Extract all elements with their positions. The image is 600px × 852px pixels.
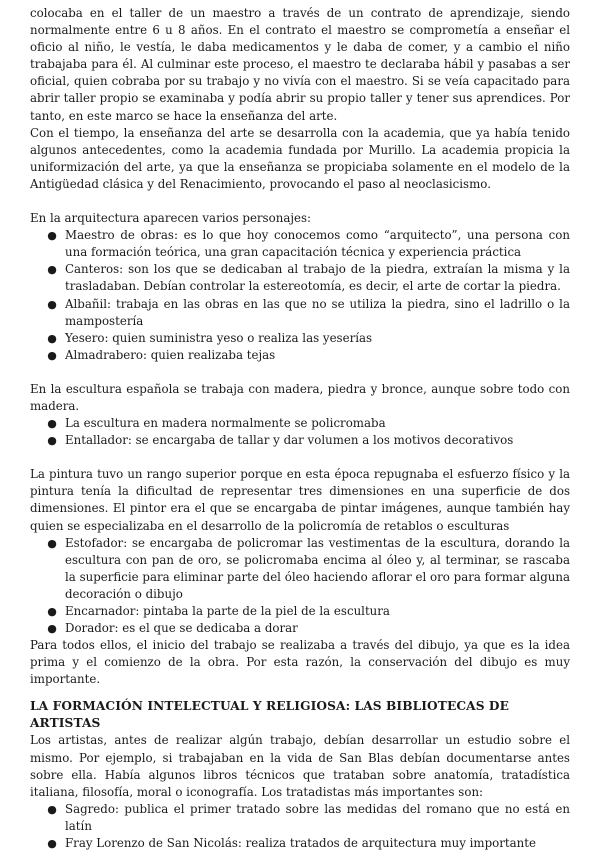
arquitectura-list [30,227,570,364]
spacer [30,449,570,466]
intro-paragraph-apprenticeship: colocaba en el taller de un maestro a través de un contrato de aprendizaje, siendo normalmente entre 6 u 8 años. En el contrato el maestro se comprometía a enseñar el oficio al niño, le vestía, le daba medicamentos y le daba de comer, y a cambio el niño trabajaba para él. Al culminar este proceso, el maestro te declaraba hábil y pasabas a ser oficial, quien cobraba por su trabajo y no vivía con el maestro. Si se veía capacitado para abrir taller propio se examinaba y podía abrir su propio taller y tener sus aprendices. Por tanto, en este marco se hace la enseñanza del arte. [30,6,570,123]
spacer [30,193,570,210]
bullet-icon: ● [47,802,57,816]
list-item: ● Yesero: quien suministra yeso o realiza las yeserías [30,330,570,347]
list-item: ● Fray Lorenzo de San Nicolás: realiza tratados de arquitectura muy importante [30,835,570,852]
list-item: ● Canteros: son los que se dedicaban al trabajo de la piedra, extraían la misma y la trasladaban. Debían controlar la estereotomía, es decir, el arte de cortar la piedra. [47,262,570,294]
list-item: ● La escultura en madera normalmente se policromaba [30,415,570,432]
formacion-list [30,801,570,852]
escultura-intro: En la escultura española se trabaja con madera, piedra y bronce, aunque sobre todo con madera. [30,381,570,413]
section-heading-formacion: LA FORMACIÓN INTELECTUAL Y RELIGIOSA: LAS BIBLIOTECAS DE ARTISTAS [30,699,509,731]
bullet-icon: ● [47,229,57,243]
bullet-icon: ● [47,434,57,448]
bullet-icon: ● [47,263,57,277]
list-item: ● Almadrabero: quien realizaba tejas [30,347,570,364]
formacion-intro: Los artistas, antes de realizar algún trabajo, debían desarrollar un estudio sobre el mismo. Por ejemplo, si trabajaban en la vida de San Blas debían documentarse antes sobre ella. Había algunos libros técnicos que trataban sobre anatomía, tratadística italiana, filosofía, moral o iconografía. Los tratadistas más importantes son: [30,733,570,799]
list-item: ● Maestro de obras: es lo que hoy conocemos como “arquitecto”, una persona con una formación teórica, una gran capacitación técnica y experiencia práctica [47,228,570,260]
arquitectura-intro: En la arquitectura aparecen varios personajes: [30,211,312,226]
bullet-icon: ● [47,331,57,345]
pintura-list [30,535,570,638]
bullet-icon: ● [47,536,57,550]
list-item: ● Entallador: se encargaba de tallar y dar volumen a los motivos decorativos [30,432,570,449]
pintura-intro: La pintura tuvo un rango superior porque en esta época repugnaba el esfuerzo físico y la pintura tenía la dificultad de representar tres dimensiones en una superficie de dos dimensiones. El pintor era el que se encargaba de pintar imágenes, aunque también hay quien se especializaba en el desarrollo de la policromía de retablos o esculturas [30,467,570,533]
bullet-icon: ● [47,348,57,362]
list-item: ● Sagredo: publica el primer tratado sobre las medidas del romano que no está en latín [47,801,570,833]
list-item: ● Estofador: se encargaba de policromar las vestimentas de la escultura, dorando la escultura con pan de oro, se policromaba encima al óleo y, al terminar, se rascaba la superficie para eliminar parte del óleo haciendo aflorar el oro para formar alguna decoración o dibujo [47,535,570,601]
list-item: ● Dorador: es el que se dedicaba a dorar [30,620,570,637]
list-item: ● Encarnador: pintaba la parte de la piel de la escultura [30,603,570,620]
bullet-icon: ● [47,297,57,311]
bullet-icon: ● [47,837,57,851]
escultura-list [30,415,570,449]
bullet-icon: ● [47,605,57,618]
list-item: ● Albañil: trabaja en las obras en las que no se utiliza la piedra, sino el ladrillo o la mampostería [47,296,570,328]
pintura-closing: Para todos ellos, el inicio del trabajo se realizaba a través del dibujo, ya que es la idea prima y el comienzo de la obra. Por esta razón, la conservación del dibujo es muy importante. [30,638,570,687]
bullet-icon: ● [47,417,57,431]
spacer [30,364,570,381]
bullet-icon: ● [47,622,57,636]
intro-paragraph-academy: Con el tiempo, la enseñanza del arte se desarrolla con la academia, que ya había tenido algunos antecedentes, como la academia fundada por Murillo. La academia propicia la uniformización del arte, ya que la enseñanza se propiciaba solamente en el modelo de la Antigüedad clásica y del Renacimiento, provocando el paso al neoclasicismo. [30,125,570,191]
